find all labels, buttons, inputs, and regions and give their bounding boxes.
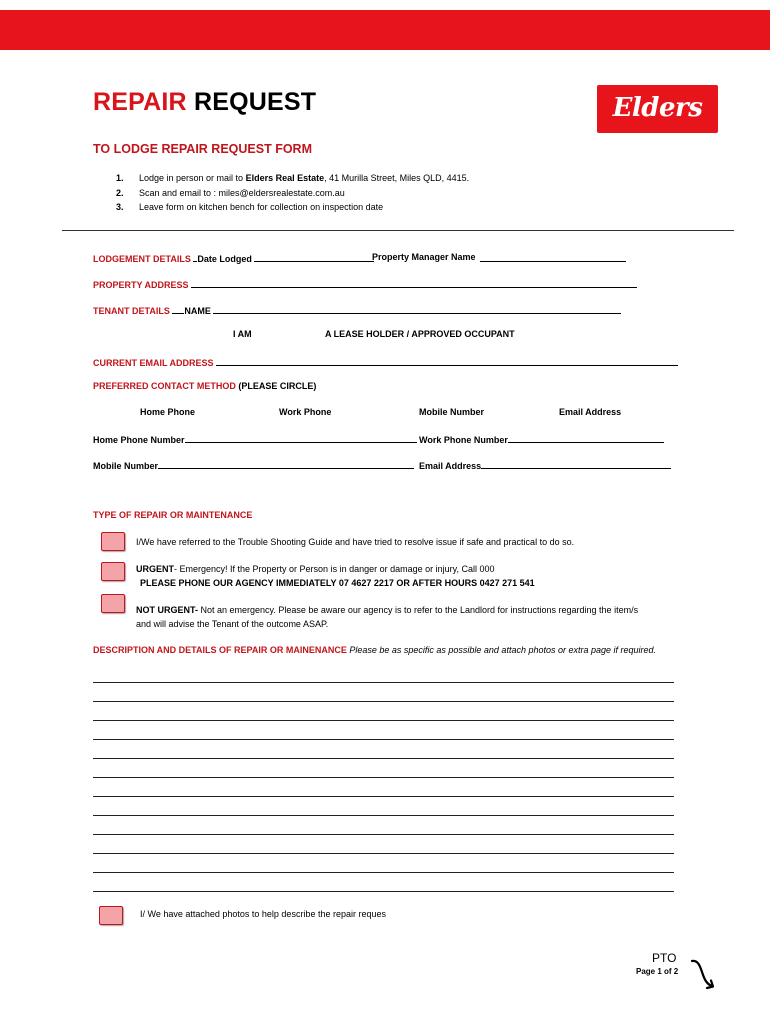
property-manager-label: Property Manager Name	[372, 252, 476, 262]
home-phone-row	[93, 433, 417, 445]
property-address-label: PROPERTY ADDRESS	[93, 280, 189, 290]
description-line[interactable]	[93, 739, 674, 740]
description-line[interactable]	[93, 853, 674, 854]
contact-option-mobile[interactable]: Mobile Number	[419, 407, 485, 417]
step-2: 2. Scan and email to : miles@eldersrealestate.com.au	[116, 187, 345, 198]
work-phone-row	[419, 433, 664, 445]
please-circle-note: (PLEASE CIRCLE)	[238, 381, 317, 391]
work-phone-field[interactable]	[508, 433, 664, 443]
page-title	[93, 88, 316, 117]
email-field[interactable]	[481, 459, 671, 469]
elders-logo	[597, 85, 718, 133]
contact-option-work-phone[interactable]: Work Phone	[279, 407, 332, 417]
current-email-row	[93, 356, 678, 368]
description-line[interactable]	[93, 720, 674, 721]
contact-option-email[interactable]: Email Address	[559, 407, 622, 417]
urgent-checkbox[interactable]	[101, 562, 125, 581]
current-email-label: CURRENT EMAIL ADDRESS	[93, 358, 214, 368]
home-phone-field[interactable]	[185, 433, 417, 443]
pto-label: PTO	[652, 951, 677, 965]
date-lodged-label: Date Lodged	[197, 254, 252, 264]
preferred-contact-label: PREFERRED CONTACT METHOD	[93, 381, 236, 391]
tenant-details-row	[93, 304, 621, 316]
photos-attached-checkbox[interactable]	[99, 906, 123, 925]
tenant-name-field[interactable]	[213, 304, 621, 314]
description-label: DESCRIPTION AND DETAILS OF REPAIR OR MAINENANCE	[93, 645, 347, 655]
not-urgent-checkbox[interactable]	[101, 594, 125, 613]
logo-text: Elders	[612, 93, 703, 123]
mobile-row	[93, 459, 414, 471]
home-phone-number-label: Home Phone Number	[93, 435, 185, 445]
description-line[interactable]	[93, 815, 674, 816]
work-phone-number-label: Work Phone Number	[419, 435, 508, 445]
not-urgent-text-2: and will advise the Tenant of the outcome ASAP.	[136, 619, 329, 629]
description-line[interactable]	[93, 758, 674, 759]
step-3: 3. Leave form on kitchen bench for collection on inspection date	[116, 202, 384, 212]
preferred-contact-row	[93, 381, 316, 391]
title-black-word: REQUEST	[186, 88, 317, 116]
page-number: Page 1 of 2	[636, 967, 679, 976]
title-red-word: REPAIR	[93, 88, 187, 116]
top-red-banner	[0, 10, 770, 50]
section-divider	[62, 230, 734, 231]
lodgement-row	[93, 252, 374, 264]
property-address-field[interactable]	[191, 278, 637, 288]
mobile-field[interactable]	[158, 459, 414, 469]
photos-attached-text: I/ We have attached photos to help describe the repair reques	[140, 909, 386, 919]
type-of-repair-label: TYPE OF REPAIR OR MAINTENANCE	[93, 510, 253, 520]
lodgement-details-label: LODGEMENT DETAILS	[93, 254, 191, 264]
turn-page-arrow-icon	[690, 958, 718, 992]
description-line[interactable]	[93, 872, 674, 873]
description-line[interactable]	[93, 777, 674, 778]
contact-option-home-phone[interactable]: Home Phone	[140, 407, 196, 417]
description-line[interactable]	[93, 891, 674, 892]
email-address-label: Email Address	[419, 461, 482, 471]
property-address-row	[93, 278, 637, 290]
tenant-details-label: TENANT DETAILS	[93, 306, 170, 316]
email-row	[419, 459, 671, 471]
troubleshoot-text: I/We have referred to the Trouble Shooting Guide and have tried to resolve issue if safe and practical to do so.	[136, 537, 575, 547]
form-subtitle: TO LODGE REPAIR REQUEST FORM	[93, 142, 312, 156]
description-note: Please be as specific as possible and attach photos or extra page if required.	[346, 645, 657, 655]
property-manager-field[interactable]	[480, 252, 626, 264]
urgent-phone-text: PLEASE PHONE OUR AGENCY IMMEDIATELY 07 4627 2217 OR AFTER HOURS 0427 271 541	[140, 578, 535, 588]
description-line[interactable]	[93, 834, 674, 835]
step-1: 1. Lodge in person or mail to Elders Real Estate, 41 Murilla Street, Miles QLD, 4415.	[116, 173, 470, 183]
troubleshoot-checkbox[interactable]	[101, 532, 125, 551]
not-urgent-text: NOT URGENT- Not an emergency. Please be aware our agency is to refer to the Landlord for instructions regarding the item/s	[136, 605, 639, 615]
mobile-number-label: Mobile Number	[93, 461, 159, 471]
description-line[interactable]	[93, 682, 674, 683]
lease-holder-option[interactable]: A LEASE HOLDER / APPROVED OCCUPANT	[325, 329, 515, 339]
description-row	[93, 645, 656, 655]
lodge-steps	[116, 171, 469, 215]
current-email-field[interactable]	[216, 356, 678, 366]
description-line[interactable]	[93, 701, 674, 702]
name-label: NAME	[184, 306, 211, 316]
urgent-text: URGENT- Emergency! If the Property or Person is in danger or damage or injury, Call 000	[136, 564, 495, 574]
i-am-label: I AM	[233, 329, 252, 339]
description-line[interactable]	[93, 796, 674, 797]
date-lodged-field[interactable]	[254, 252, 374, 262]
